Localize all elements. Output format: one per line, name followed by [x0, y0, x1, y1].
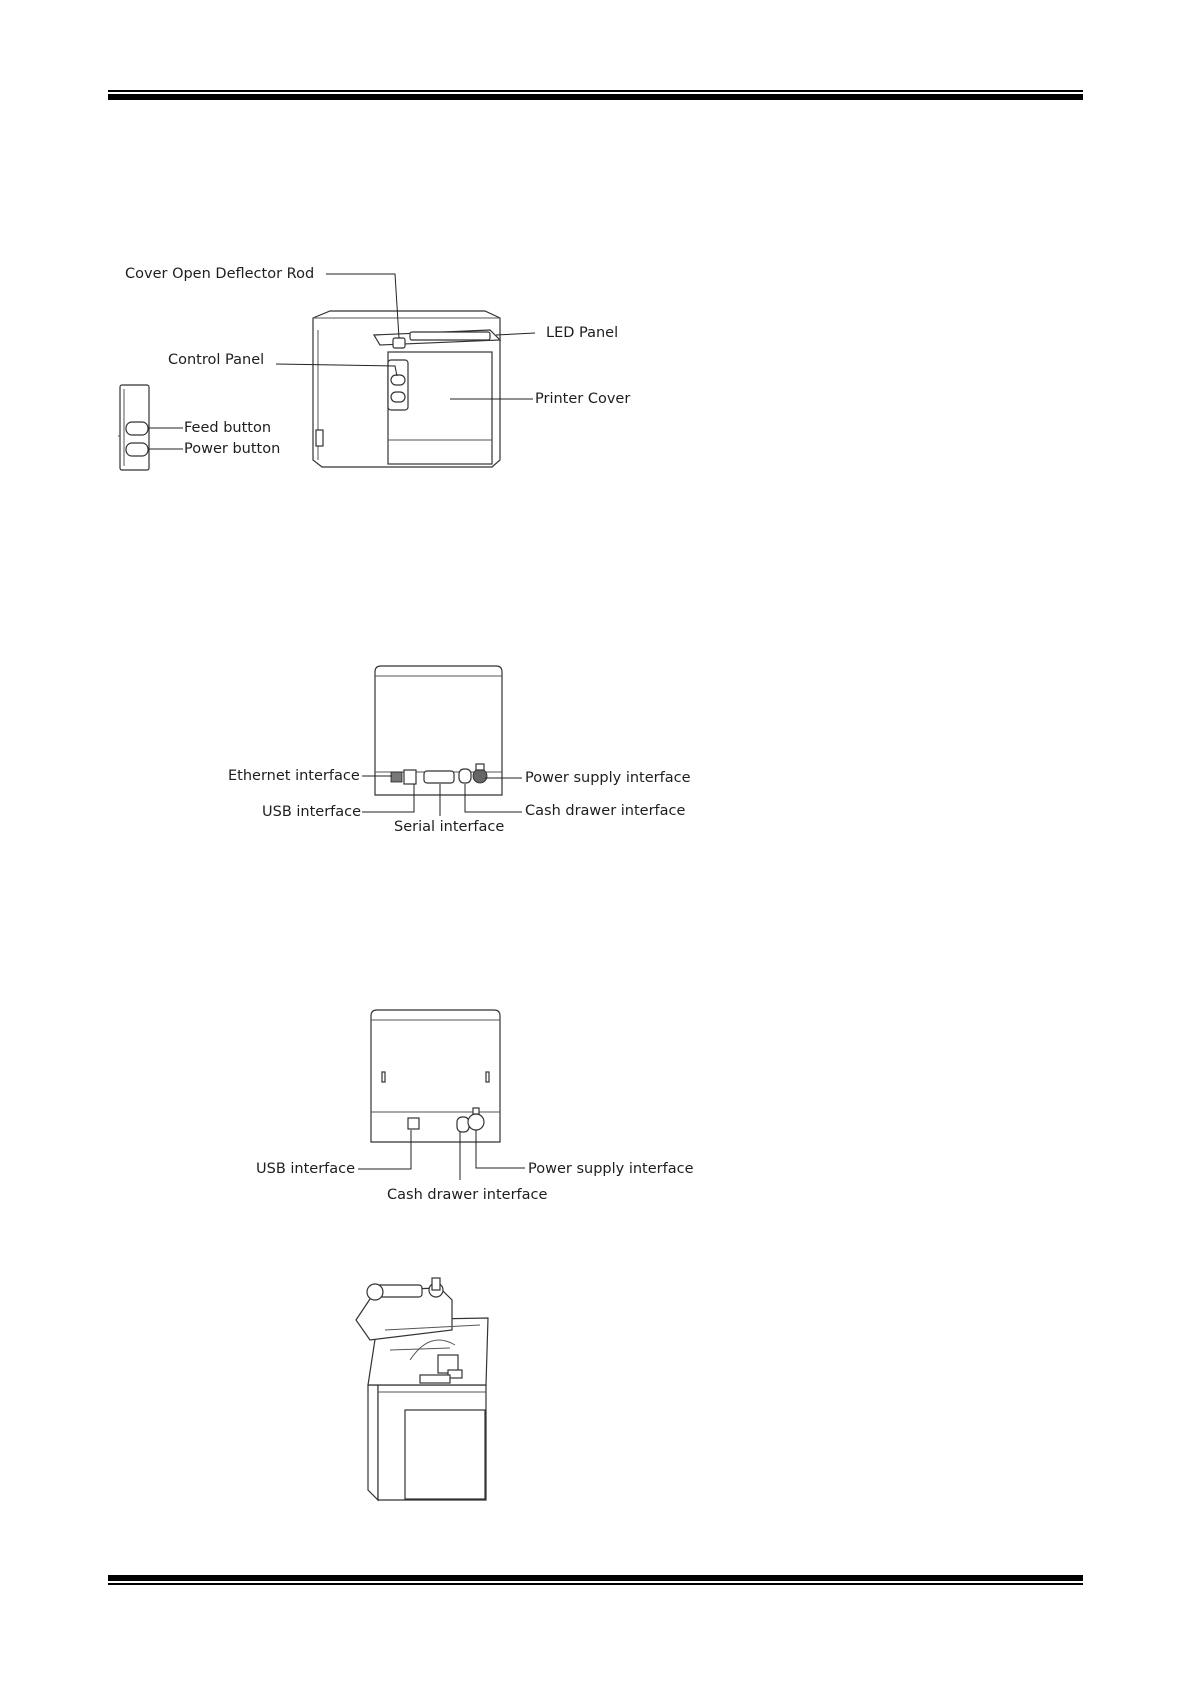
label-ethernet-interface: Ethernet interface [228, 768, 360, 784]
label-serial-interface: Serial interface [394, 819, 505, 835]
label-cash-drawer-interface: Cash drawer interface [525, 803, 686, 819]
label-led-panel: LED Panel [546, 325, 619, 341]
control-panel-detail-drawing [118, 385, 149, 470]
printer-rear-full-drawing [375, 666, 502, 795]
printer-front-drawing [313, 311, 500, 467]
label-power-supply-interface: Power supply interface [525, 770, 691, 786]
label-usb-interface: USB interface [256, 1161, 356, 1177]
footer-rule [108, 1575, 1083, 1585]
label-power-button: Power button [184, 441, 281, 457]
label-cover-open-deflector-rod: Cover Open Deflector Rod [125, 266, 315, 282]
printer-rear-usb-drawing [371, 1010, 500, 1142]
label-usb-interface: USB interface [262, 804, 362, 820]
label-feed-button: Feed button [184, 420, 272, 436]
label-control-panel: Control Panel [168, 352, 265, 368]
label-printer-cover: Printer Cover [535, 391, 631, 407]
label-cash-drawer-interface: Cash drawer interface [387, 1187, 548, 1203]
label-power-supply-interface: Power supply interface [528, 1161, 694, 1177]
printer-open-cover-drawing [356, 1278, 488, 1500]
